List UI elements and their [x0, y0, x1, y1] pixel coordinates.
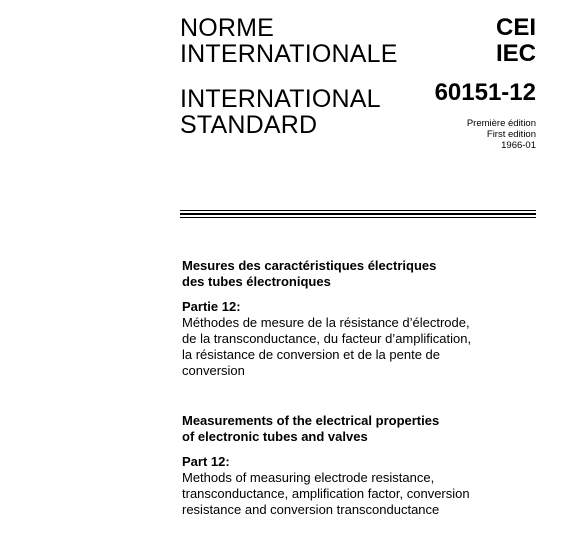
- french-part-line-1: Méthodes de mesure de la résistance d’électrode,: [182, 315, 470, 330]
- english-part-line-3: resistance and conversion transconductance: [182, 502, 440, 517]
- english-part-line-2: transconductance, amplification factor, conversion: [182, 486, 470, 501]
- french-part-line-2: de la transconductance, du facteur d’amplification,: [182, 331, 472, 346]
- french-part-line-4: conversion: [182, 363, 245, 378]
- french-part-description: [182, 315, 542, 379]
- french-section: [182, 258, 542, 379]
- title-french-line-1: NORME: [180, 14, 275, 42]
- french-title: [182, 258, 542, 290]
- french-part-label: Partie 12:: [182, 299, 241, 314]
- edition-date: 1966-01: [501, 140, 536, 151]
- title-english: [180, 86, 410, 138]
- edition-info: [467, 118, 536, 151]
- title-english-line-1: INTERNATIONAL: [180, 85, 381, 113]
- standard-number: 60151-12: [434, 79, 536, 106]
- edition-french: Première édition: [466, 118, 536, 129]
- rule-line-top: [180, 210, 536, 211]
- french-part-line-3: la résistance de conversion et de la pente de: [182, 347, 441, 362]
- english-part-label: Part 12:: [182, 454, 230, 469]
- triple-rule-divider: [180, 210, 536, 218]
- title-english-line-2: STANDARD: [180, 111, 318, 139]
- english-title-line-1: Measurements of the electrical properties: [182, 413, 440, 428]
- title-french-line-2: INTERNATIONALE: [180, 40, 398, 68]
- rule-line-bottom: [180, 217, 536, 218]
- rule-line-middle: [180, 213, 536, 215]
- english-section: [182, 413, 542, 518]
- title-french: [180, 15, 410, 67]
- english-part-line-1: Methods of measuring electrode resistance,: [182, 470, 435, 485]
- french-title-line-1: Mesures des caractéristiques électriques: [182, 258, 437, 273]
- org-code-english: IEC: [495, 40, 536, 67]
- org-code-french: CEI: [495, 14, 536, 41]
- edition-english: First edition: [486, 129, 536, 140]
- english-part-description: [182, 470, 542, 518]
- english-title-line-2: of electronic tubes and valves: [182, 429, 368, 444]
- french-title-line-2: des tubes électroniques: [182, 274, 331, 289]
- english-title: [182, 413, 542, 445]
